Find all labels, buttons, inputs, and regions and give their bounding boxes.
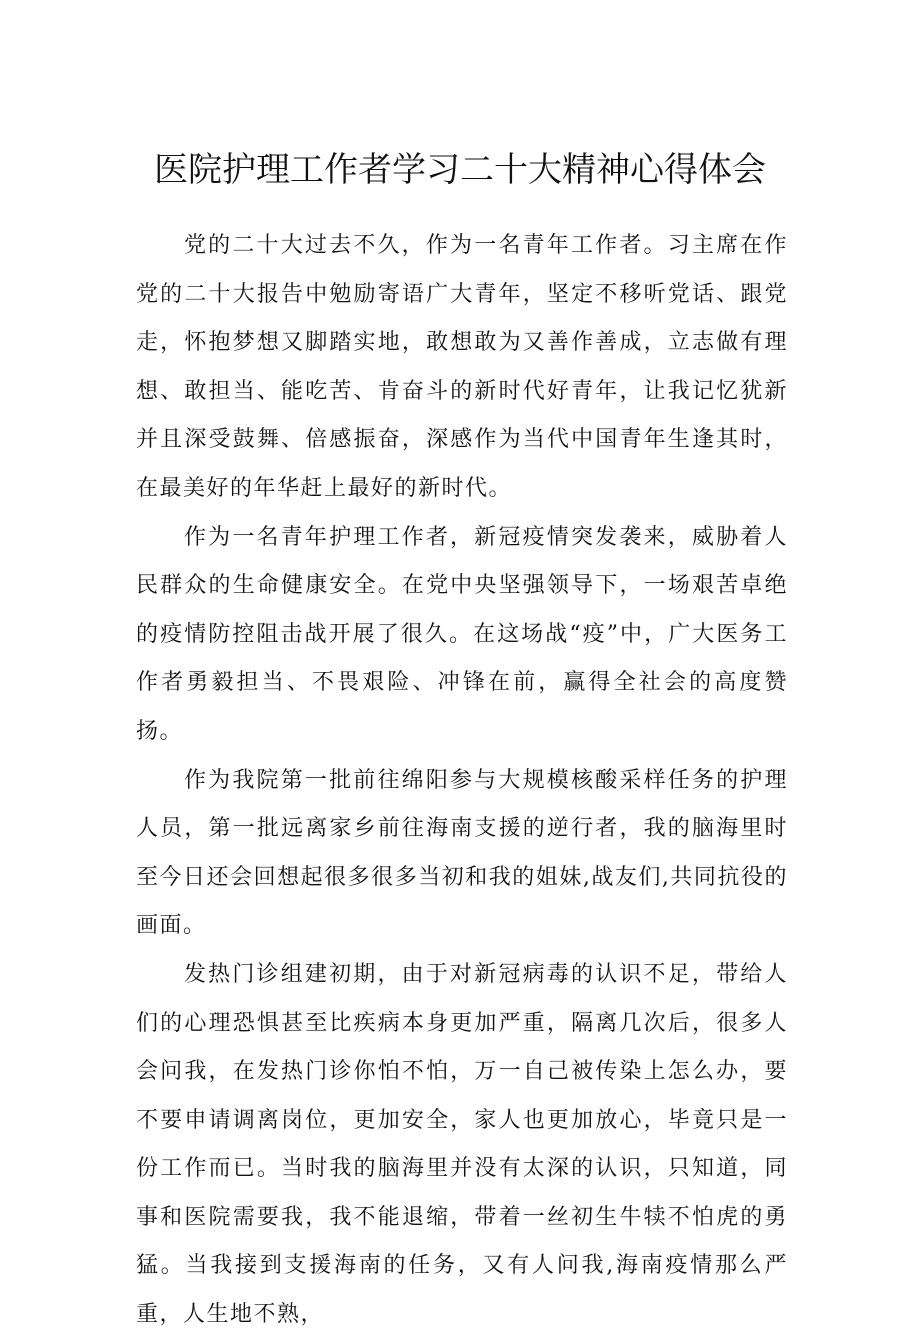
document-body [136, 222, 788, 1340]
paragraph-2: 作为一名青年护理工作者，新冠疫情突发袭来，威胁着人民群众的生命健康安全。在党中央坚强领导下，一场艰苦卓绝的疫情防控阻击战开展了很久。在这场战“疫”中，广大医务工作者勇毅担当、不畏艰险、冲锋在前，赢得全社会的高度赞扬。 [136, 524, 788, 744]
document-title: 医院护理工作者学习二十大精神心得体会 [154, 150, 766, 190]
paragraph-3: 作为我院第一批前往绵阳参与大规模核酸采样任务的护理人员，第一批远离家乡前往海南支援的逆行者，我的脑海里时至今日还会回想起很多很多当初和我的姐妹,战友们,共同抗役的画面。 [136, 767, 788, 939]
paragraph-1: 党的二十大过去不久，作为一名青年工作者。习主席在作党的二十大报告中勉励寄语广大青年，坚定不移听党话、跟党走，怀抱梦想又脚踏实地，敢想敢为又善作善成，立志做有理想、敢担当、能吃苦、肯奋斗的新时代好青年，让我记忆犹新并且深受鼓舞、倍感振奋，深感作为当代中国青年生逢其时，在最美好的年华赶上最好的新时代。 [136, 233, 788, 501]
paragraph-4: 发热门诊组建初期，由于对新冠病毒的认识不足，带给人们的心理恐惧甚至比疾病本身更加严重，隔离几次后，很多人会问我，在发热门诊你怕不怕，万一自己被传染上怎么办，要不要申请调离岗位，更加安全，家人也更加放心，毕竟只是一份工作而已。当时我的脑海里并没有太深的认识，只知道，同事和医院需要我，我不能退缩，带着一丝初生牛犊不怕虎的勇猛。当我接到支援海南的任务，又有人问我,海南疫情那么严重，人生地不熟， [136, 961, 788, 1328]
